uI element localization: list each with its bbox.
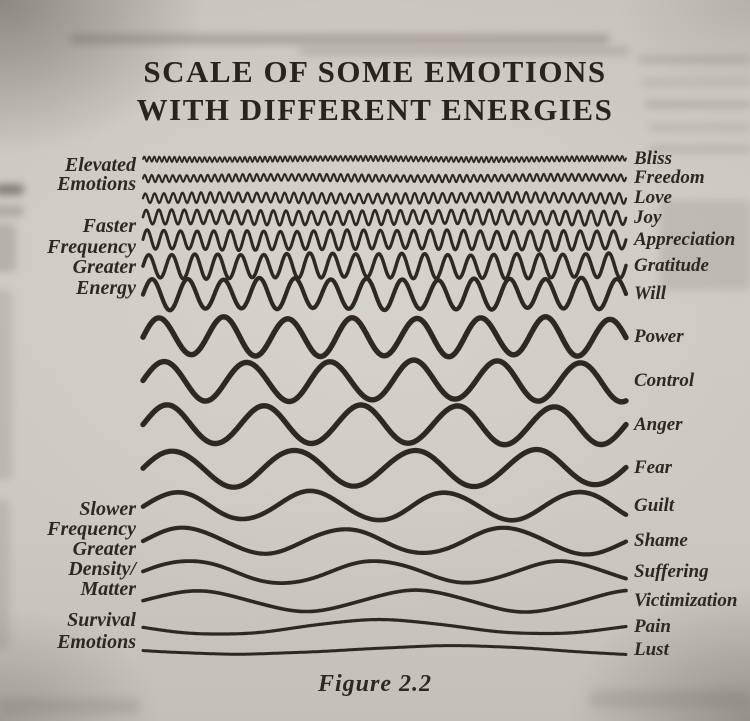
wave-line-shame — [143, 528, 626, 555]
wave-line-joy — [143, 210, 626, 226]
figure-title-line1: SCALE OF SOME EMOTIONS — [143, 54, 607, 89]
wave-line-lust — [143, 646, 626, 655]
emotion-label-freedom: Freedom — [634, 167, 705, 188]
emotion-label-shame: Shame — [634, 530, 688, 551]
annotation-label-energy: Energy — [76, 277, 136, 299]
wave-line-fear — [143, 450, 626, 488]
annotation-label-density: Density/ — [68, 558, 136, 580]
wave-line-appreciation — [143, 230, 626, 251]
wave-line-pain — [143, 620, 626, 635]
wave-line-will — [143, 278, 626, 311]
annotation-label-greater: Greater — [72, 256, 136, 278]
annotation-label-emotions: Emotions — [57, 631, 136, 653]
annotation-label-faster: Faster — [82, 215, 136, 237]
wave-line-freedom — [143, 174, 626, 182]
annotation-label-frequency: Frequency — [47, 518, 136, 540]
annotation-label-emotions: Emotions — [57, 173, 136, 195]
figure-caption: Figure 2.2 — [317, 671, 432, 697]
annotation-label-frequency: Frequency — [47, 236, 136, 258]
wave-line-victimization — [143, 590, 626, 612]
annotation-label-matter: Matter — [80, 578, 136, 600]
wave-line-power — [143, 317, 626, 357]
annotation-label-survival: Survival — [67, 609, 136, 631]
emotion-label-will: Will — [634, 283, 667, 304]
emotion-label-guilt: Guilt — [634, 495, 675, 516]
emotion-label-love: Love — [634, 187, 672, 208]
wave-line-love — [143, 192, 626, 204]
emotion-label-joy: Joy — [634, 206, 662, 228]
wave-line-gratitude — [143, 253, 626, 279]
emotion-label-pain: Pain — [634, 616, 671, 637]
emotion-label-appreciation: Appreciation — [634, 229, 736, 250]
wave-line-control — [143, 360, 626, 402]
emotion-label-lust: Lust — [634, 639, 669, 660]
annotation-label-greater: Greater — [72, 538, 136, 560]
wave-line-anger — [143, 405, 626, 445]
emotion-label-anger: Anger — [634, 414, 683, 435]
emotion-label-fear: Fear — [634, 457, 672, 478]
wave-line-guilt — [143, 491, 626, 520]
emotion-label-suffering: Suffering — [634, 561, 709, 582]
emotion-label-power: Power — [634, 326, 684, 347]
wave-line-suffering — [143, 561, 626, 583]
emotion-label-victimization: Victimization — [634, 590, 738, 611]
emotion-label-gratitude: Gratitude — [634, 255, 709, 276]
emotion-label-bliss: Bliss — [634, 148, 673, 169]
annotation-label-elevated: Elevated — [64, 154, 136, 176]
wave-line-bliss — [143, 156, 626, 162]
figure-title-line2: WITH DIFFERENT ENERGIES — [136, 92, 614, 127]
emotion-label-control: Control — [634, 370, 695, 391]
annotation-label-slower: Slower — [79, 498, 136, 520]
